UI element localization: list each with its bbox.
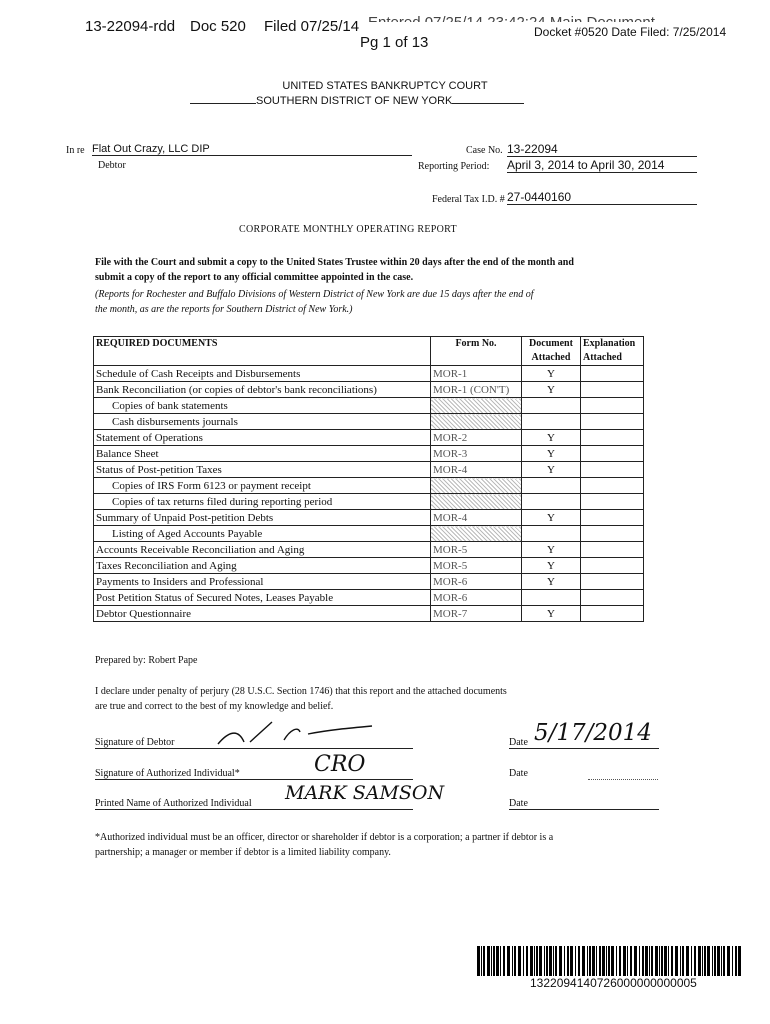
required-document-name: Schedule of Cash Receipts and Disbursements: [94, 366, 431, 382]
form-number: MOR-6: [431, 590, 522, 606]
instructions-line-4: the month, as are the reports for Southern District of New York.): [95, 304, 353, 315]
court-district: [190, 95, 524, 107]
header-explanation-attached: Explanation Attached: [581, 337, 644, 366]
explanation-attached: [581, 462, 644, 478]
explanation-attached: [581, 590, 644, 606]
table-row: [94, 366, 644, 382]
barcode-bar: [735, 946, 737, 976]
barcode-bar: [704, 946, 706, 976]
handwritten-date: 5/17/2014: [534, 720, 652, 746]
barcode-bar: [481, 946, 482, 976]
document-attached: [522, 398, 581, 414]
barcode-bar: [712, 946, 713, 976]
debtor-signature-label: Signature of Debtor: [95, 737, 175, 748]
barcode-bar: [645, 946, 648, 976]
barcode-bar: [493, 946, 495, 976]
document-attached: Y: [522, 558, 581, 574]
form-number: MOR-4: [431, 510, 522, 526]
explanation-attached: [581, 574, 644, 590]
footnote-line-1: *Authorized individual must be an officer, director or shareholder if debtor is a corporation; a partner if debtor is a: [95, 832, 554, 843]
barcode-bar: [596, 946, 597, 976]
header-form-no: Form No.: [431, 337, 522, 366]
barcode-bar: [627, 946, 628, 976]
instructions-line-3: (Reports for Rochester and Buffalo Divisions of Western District of New York are due 15 days after the end of: [95, 289, 534, 300]
document-attached: [522, 526, 581, 542]
document-attached: Y: [522, 446, 581, 462]
barcode-bar: [630, 946, 632, 976]
barcode-bar: [553, 946, 554, 976]
form-number: MOR-1 (CON'T): [431, 382, 522, 398]
barcode-bar: [555, 946, 557, 976]
form-number: [431, 494, 522, 510]
authorized-signature-line: [95, 779, 413, 780]
required-document-name: Status of Post-petition Taxes: [94, 462, 431, 478]
required-document-name: Cash disbursements journals: [94, 414, 431, 430]
barcode-bar: [717, 946, 720, 976]
table-row: [94, 542, 644, 558]
header-page: Pg 1 of 13: [360, 34, 429, 51]
barcode-bar: [512, 946, 513, 976]
barcode-bar: [675, 946, 678, 976]
barcode-bar: [655, 946, 658, 976]
required-document-name: Copies of IRS Form 6123 or payment receipt: [94, 478, 431, 494]
instructions-line-1: File with the Court and submit a copy to the United States Trustee within 20 days after the end of the month and: [95, 257, 574, 268]
barcode-bar: [544, 946, 545, 976]
form-number: MOR-7: [431, 606, 522, 622]
barcode-bar: [664, 946, 667, 976]
required-document-name: Listing of Aged Accounts Payable: [94, 526, 431, 542]
debtor-name: Flat Out Crazy, LLC DIP: [92, 143, 412, 156]
barcode-bar: [639, 946, 640, 976]
barcode-bar: [526, 946, 528, 976]
barcode-bar: [691, 946, 692, 976]
tax-id: 27-0440160: [507, 190, 697, 205]
explanation-attached: [581, 366, 644, 382]
form-number: [431, 478, 522, 494]
declaration-line-2: are true and correct to the best of my knowledge and belief.: [95, 701, 334, 712]
barcode-bar: [714, 946, 716, 976]
barcode-bar: [738, 946, 741, 976]
table-row: [94, 382, 644, 398]
explanation-attached: [581, 510, 644, 526]
case-no: 13-22094: [507, 142, 697, 157]
required-document-name: Statement of Operations: [94, 430, 431, 446]
barcode-bar: [671, 946, 673, 976]
barcode-bar: [483, 946, 485, 976]
table-row: [94, 478, 644, 494]
explanation-attached: [581, 606, 644, 622]
barcode-bar: [582, 946, 585, 976]
barcode-bar: [702, 946, 703, 976]
barcode-bar: [634, 946, 637, 976]
explanation-attached: [581, 414, 644, 430]
barcode-bar: [570, 946, 573, 976]
barcode-bar: [698, 946, 701, 976]
document-attached: Y: [522, 510, 581, 526]
reporting-period-label: Reporting Period:: [418, 161, 490, 172]
explanation-attached: [581, 494, 644, 510]
explanation-attached: [581, 398, 644, 414]
barcode-bar: [559, 946, 562, 976]
form-number: [431, 414, 522, 430]
barcode-bar: [496, 946, 499, 976]
explanation-attached: [581, 382, 644, 398]
barcode-bar: [616, 946, 617, 976]
debtor-signature-scrawl: [210, 718, 380, 752]
table-row: [94, 590, 644, 606]
form-number: MOR-5: [431, 542, 522, 558]
barcode-bar: [539, 946, 542, 976]
barcode-number: 1322094140726000000000005: [530, 976, 697, 990]
barcode: [477, 946, 739, 976]
table-row: [94, 558, 644, 574]
form-number: MOR-3: [431, 446, 522, 462]
form-number: [431, 398, 522, 414]
barcode-bar: [477, 946, 480, 976]
document-attached: Y: [522, 462, 581, 478]
authorized-signature-label: Signature of Authorized Individual*: [95, 768, 240, 779]
barcode-bar: [503, 946, 505, 976]
barcode-bar: [530, 946, 533, 976]
form-number: MOR-4: [431, 462, 522, 478]
barcode-bar: [649, 946, 650, 976]
document-attached: Y: [522, 574, 581, 590]
footnote-line-2: partnership; a manager or member if debtor is a limited liability company.: [95, 847, 391, 858]
in-re-label: In re: [66, 145, 85, 156]
required-document-name: Accounts Receivable Reconciliation and Aging: [94, 542, 431, 558]
explanation-attached: [581, 430, 644, 446]
barcode-bar: [567, 946, 569, 976]
required-documents-table: [93, 336, 644, 622]
barcode-bar: [611, 946, 614, 976]
explanation-attached: [581, 558, 644, 574]
date-line-2: [588, 779, 658, 780]
table-row: [94, 398, 644, 414]
required-document-name: Copies of tax returns filed during reporting period: [94, 494, 431, 510]
barcode-bar: [491, 946, 492, 976]
date-label-3: Date: [509, 798, 528, 809]
date-line-1: [509, 748, 659, 749]
barcode-bar: [514, 946, 516, 976]
handwritten-name: MARK SAMSON: [285, 782, 445, 804]
barcode-bar: [578, 946, 580, 976]
table-row: [94, 446, 644, 462]
barcode-bar: [575, 946, 576, 976]
form-number: MOR-6: [431, 574, 522, 590]
barcode-bar: [549, 946, 552, 976]
document-attached: Y: [522, 382, 581, 398]
document-attached: Y: [522, 430, 581, 446]
barcode-bar: [651, 946, 653, 976]
document-attached: Y: [522, 606, 581, 622]
explanation-attached: [581, 478, 644, 494]
table-row: [94, 606, 644, 622]
barcode-bar: [608, 946, 610, 976]
table-row: [94, 510, 644, 526]
barcode-bar: [523, 946, 524, 976]
barcode-bar: [500, 946, 501, 976]
required-document-name: Balance Sheet: [94, 446, 431, 462]
barcode-bar: [694, 946, 696, 976]
required-document-name: Copies of bank statements: [94, 398, 431, 414]
header-filed: Filed 07/25/14: [264, 18, 360, 35]
explanation-attached: [581, 446, 644, 462]
header-case-ref: 13-22094-rdd: [85, 18, 176, 35]
document-attached: [522, 414, 581, 430]
court-district-label: SOUTHERN DISTRICT OF NEW YORK: [256, 95, 453, 107]
table-row: [94, 526, 644, 542]
barcode-bar: [659, 946, 660, 976]
barcode-bar: [518, 946, 521, 976]
barcode-bar: [587, 946, 588, 976]
barcode-bar: [619, 946, 621, 976]
barcode-bar: [642, 946, 644, 976]
document-attached: [522, 478, 581, 494]
handwritten-title: CRO: [314, 752, 366, 777]
form-number: MOR-2: [431, 430, 522, 446]
table-row: [94, 574, 644, 590]
required-document-name: Payments to Insiders and Professional: [94, 574, 431, 590]
barcode-bar: [606, 946, 607, 976]
report-title: CORPORATE MONTHLY OPERATING REPORT: [239, 224, 457, 235]
case-no-label: Case No.: [466, 145, 503, 156]
barcode-bar: [487, 946, 490, 976]
barcode-bar: [534, 946, 535, 976]
declaration-line-1: I declare under penalty of perjury (28 U.S.C. Section 1746) that this report and the attached documents: [95, 686, 507, 697]
barcode-bar: [536, 946, 538, 976]
document-attached: Y: [522, 366, 581, 382]
barcode-bar: [592, 946, 595, 976]
table-row: [94, 414, 644, 430]
required-document-name: Post Petition Status of Secured Notes, Leases Payable: [94, 590, 431, 606]
form-number: MOR-1: [431, 366, 522, 382]
date-label-1: Date: [509, 737, 528, 748]
table-row: [94, 494, 644, 510]
barcode-bar: [686, 946, 689, 976]
barcode-bar: [732, 946, 733, 976]
header-doc: Doc 520: [190, 18, 246, 35]
date-line-3: [509, 809, 659, 810]
tax-id-label: Federal Tax I.D. #: [432, 194, 505, 205]
barcode-bar: [661, 946, 663, 976]
header-document-attached: Document Attached: [522, 337, 581, 366]
document-attached: [522, 494, 581, 510]
printed-name-label: Printed Name of Authorized Individual: [95, 798, 252, 809]
header-required-documents: REQUIRED DOCUMENTS: [94, 337, 431, 366]
court-name: UNITED STATES BANKRUPTCY COURT: [282, 80, 488, 92]
barcode-bar: [623, 946, 626, 976]
required-document-name: Taxes Reconciliation and Aging: [94, 558, 431, 574]
printed-name-line: [95, 809, 413, 810]
barcode-bar: [599, 946, 601, 976]
table-header-row: [94, 337, 644, 366]
table-row: [94, 462, 644, 478]
barcode-bar: [723, 946, 725, 976]
document-attached: Y: [522, 542, 581, 558]
form-number: [431, 526, 522, 542]
required-document-name: Debtor Questionnaire: [94, 606, 431, 622]
required-document-name: Bank Reconciliation (or copies of debtor's bank reconciliations): [94, 382, 431, 398]
prepared-by: Prepared by: Robert Pape: [95, 655, 198, 666]
explanation-attached: [581, 542, 644, 558]
barcode-bar: [564, 946, 565, 976]
document-attached: [522, 590, 581, 606]
barcode-bar: [589, 946, 591, 976]
barcode-bar: [668, 946, 669, 976]
docket-stamp: Docket #0520 Date Filed: 7/25/2014: [534, 25, 727, 39]
barcode-bar: [727, 946, 730, 976]
required-document-name: Summary of Unpaid Post-petition Debts: [94, 510, 431, 526]
instructions-line-2: submit a copy of the report to any official committee appointed in the case.: [95, 272, 414, 283]
table-row: [94, 430, 644, 446]
barcode-bar: [602, 946, 605, 976]
barcode-bar: [546, 946, 548, 976]
barcode-bar: [721, 946, 722, 976]
date-label-2: Date: [509, 768, 528, 779]
form-number: MOR-5: [431, 558, 522, 574]
barcode-bar: [680, 946, 681, 976]
barcode-bar: [507, 946, 510, 976]
reporting-period: April 3, 2014 to April 30, 2014: [507, 158, 697, 173]
barcode-bar: [682, 946, 684, 976]
debtor-label: Debtor: [98, 160, 126, 171]
barcode-bar: [707, 946, 710, 976]
explanation-attached: [581, 526, 644, 542]
